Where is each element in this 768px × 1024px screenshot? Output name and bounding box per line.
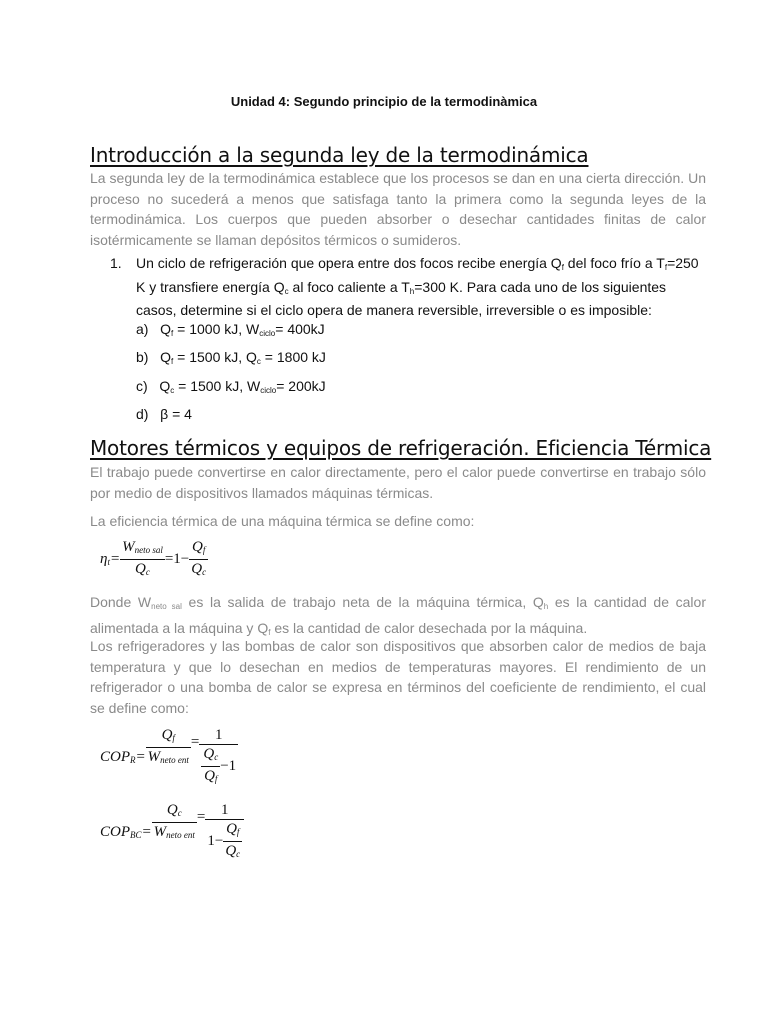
engines-paragraph-1-text: El trabajo puede convertirse en calor directamente, pero el calor puede convertirse en trabajo sólo por medio de dispositivos llamados máquinas térmicas. — [90, 464, 706, 501]
eq-copr-den2 — [199, 745, 238, 788]
option-text: $Q_f = 1500$ kJ, $Q_c = 1800$ kJ — [160, 349, 326, 366]
eq-copbc-lhs: $COP_{BC}=$ — [100, 823, 152, 840]
eq-copbc-num1: $Q_c$ — [152, 801, 197, 823]
section-heading-intro: Introducción a la segunda ley de la termodinámica — [90, 143, 589, 167]
problem-text: Un ciclo de refrigeración que opera entre dos focos recibe energía $Q_f$ del foco frío a $T_f=250$ K y transfiere energía $Q_c$ al foco caliente a $T_h=300$ K. Para cada uno de los siguientes casos, determine si el ciclo opera de manera reversible, irreversible o es imposible: — [136, 255, 699, 318]
option-b — [136, 349, 326, 366]
eq-copr-mid: = — [190, 734, 200, 750]
engines-paragraph-2 — [90, 511, 706, 532]
eq-copbc-num2: 1 — [205, 801, 244, 820]
engines-paragraph-2-text: La eficiencia térmica de una máquina térmica se define como: — [90, 513, 475, 529]
eq-copr-den1: $W_{neto ent}$ — [147, 749, 189, 765]
option-a — [136, 321, 325, 338]
eq-eta-den1: $Q_c$ — [135, 561, 150, 577]
eq-copr-inner-num: $Q_c$ — [201, 745, 220, 767]
eq-copbc-mid: = — [196, 809, 206, 825]
eq-copbc-den1: $W_{neto ent}$ — [153, 824, 195, 840]
problem-number: 1. — [110, 255, 122, 271]
eq-eta-num2: $Q_f$ — [189, 538, 208, 560]
option-label: d) — [136, 406, 149, 422]
engines-paragraph-4-text: Los refrigeradores y las bombas de calor son dispositivos que absorben calor de medios de baja temperatura y que lo desechan en medios de temperaturas mayores. El rendimiento de un refrigerador o una bomba de calor se expresa en términos del coeficiente de rendimiento, el cual se define como: — [90, 638, 706, 716]
eq-copr-inner-den: $Q_f$ — [204, 768, 218, 784]
eq-copr-frac2 — [199, 726, 238, 788]
equation-cop-r — [100, 726, 238, 788]
engines-paragraph-4 — [90, 636, 706, 718]
option-text: $Q_c = 1500$ kJ, $W_{ciclo}= 200kJ$ — [159, 378, 326, 395]
eq-copbc-den2 — [205, 820, 244, 863]
option-c — [136, 378, 326, 395]
eq-eta-lhs: $\eta_t=$ — [100, 551, 121, 567]
eq-copr-frac1 — [146, 726, 191, 769]
eq-copbc-inner-frac — [223, 820, 242, 863]
equation-cop-bc — [100, 801, 244, 863]
eq-eta-num1: $W_{neto sal}$ — [120, 538, 165, 560]
eq-eta-frac2 — [189, 538, 208, 581]
eq-copbc-frac2 — [205, 801, 244, 863]
eq-copbc-inner-head: 1− — [207, 832, 224, 849]
option-label: b) — [136, 349, 149, 365]
equation-thermal-efficiency — [100, 538, 208, 581]
eq-copr-inner-tail: −1 — [220, 757, 237, 774]
eq-copbc-inner-den: $Q_c$ — [225, 843, 241, 859]
option-label: a) — [136, 321, 149, 337]
intro-paragraph — [90, 168, 706, 250]
option-d — [136, 406, 192, 422]
engines-paragraph-1 — [90, 462, 706, 503]
eq-eta-frac1 — [120, 538, 165, 581]
eq-copr-inner-frac — [201, 745, 220, 788]
option-text: $Q_f = 1000$ kJ, $W_{ciclo}= 400kJ$ — [160, 321, 325, 338]
eq-copbc-inner-num: $Q_f$ — [223, 820, 242, 842]
eq-copr-lhs: $COP_R=$ — [100, 748, 146, 765]
unit-title: Unidad 4: Segundo principio de la termodinàmica — [230, 94, 538, 109]
engines-paragraph-3-text: Donde $W_{neto sal}$ es la salida de trabajo neta de la máquina térmica, $Q_h$ es la cantidad de calor alimentada a la máquina y $Q_f$ es la cantidad de calor desechada por la máquina. — [90, 594, 706, 637]
eq-copr-num1: $Q_f$ — [146, 726, 191, 748]
section-heading-engines: Motores térmicos y equipos de refrigeración. Eficiencia Térmica — [90, 436, 712, 460]
option-label: c) — [136, 378, 148, 394]
eq-copbc-frac1 — [152, 801, 197, 844]
option-text: β = 4 — [160, 406, 192, 422]
eq-eta-mid: =1− — [164, 551, 190, 567]
eq-eta-den2: $Q_c$ — [191, 561, 207, 577]
intro-paragraph-text: La segunda ley de la termodinámica establece que los procesos se dan en una cierta dirección. Un proceso no sucederá a menos que satisfaga tanto la primera como la segunda leyes de la termodinámica. Los cuerpos que pueden absorber o desechar cantidades finitas de calor isotérmicamente se llaman depósitos térmicos o sumideros. — [90, 170, 706, 248]
eq-copr-num2: 1 — [199, 726, 238, 745]
